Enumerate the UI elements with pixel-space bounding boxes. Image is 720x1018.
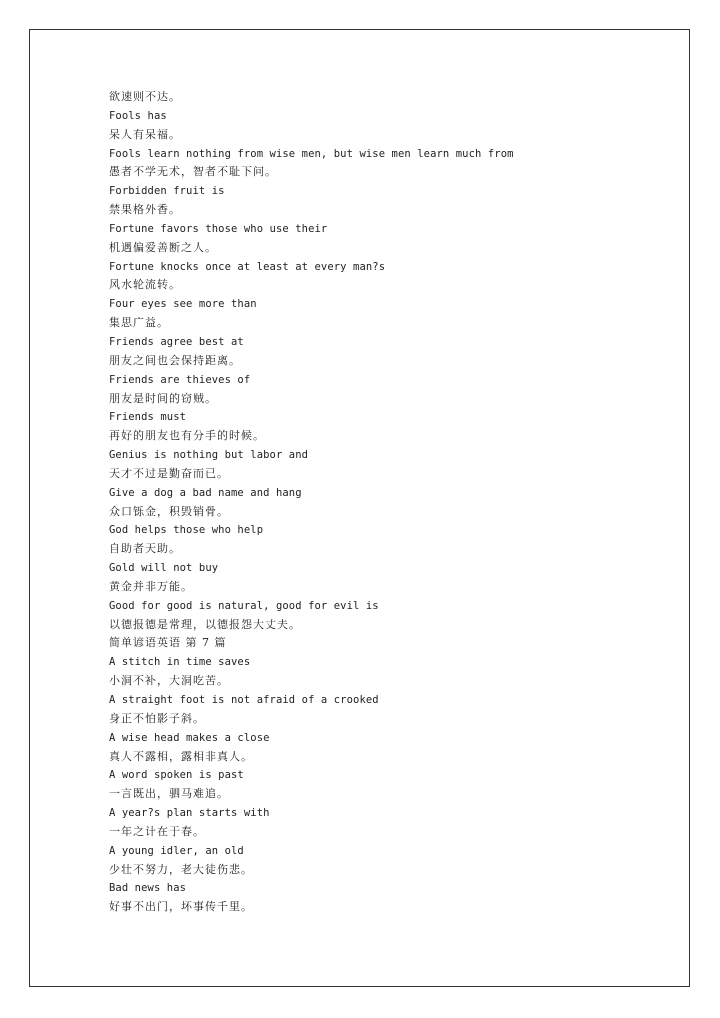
proverb-chinese-line: 身正不怕影子斜。 <box>109 711 205 725</box>
proverb-chinese-line: 集思广益。 <box>109 316 169 330</box>
proverb-english-line: Fools learn nothing from wise men, but wise men learn much from <box>109 147 514 160</box>
proverb-chinese-line: 朋友之间也会保持距离。 <box>109 353 241 367</box>
proverb-english-line: Good for good is natural, good for evil is <box>109 599 379 612</box>
proverb-english-line: Genius is nothing but labor and <box>109 449 309 462</box>
proverb-english-line: A word spoken is past <box>109 769 244 782</box>
proverb-english-line: Four eyes see more than <box>109 298 257 311</box>
proverb-chinese-line: 欲速则不达。 <box>109 90 181 103</box>
proverb-english-line: Give a dog a bad name and hang <box>109 486 302 499</box>
proverb-english-line: A stitch in time saves <box>109 656 251 669</box>
proverb-chinese-line: 简单谚语英语 第 7 篇 <box>109 636 227 650</box>
proverb-chinese-line: 少壮不努力，老大徒伤悲。 <box>109 862 253 876</box>
proverb-list <box>109 88 669 917</box>
proverb-english-line: Friends are thieves of <box>109 373 251 386</box>
proverb-chinese-line: 禁果格外香。 <box>109 203 181 217</box>
proverb-chinese-line: 天才不过是勤奋而已。 <box>109 466 229 480</box>
proverb-english-line: Fortune knocks once at least at every man?s <box>109 260 386 273</box>
proverb-chinese-line: 真人不露相，露相非真人。 <box>109 749 253 763</box>
proverb-chinese-line: 一年之计在于春。 <box>109 824 205 838</box>
proverb-english-line: God helps those who help <box>109 524 264 537</box>
proverb-chinese-line: 以德报德是常理，以德报怨大丈夫。 <box>109 617 301 631</box>
proverb-chinese-line: 众口铄金，积毁销骨。 <box>109 504 229 518</box>
proverb-english-line: A wise head makes a close <box>109 731 270 744</box>
proverb-chinese-line: 再好的朋友也有分手的时候。 <box>109 429 265 443</box>
proverb-english-line: Forbidden fruit is <box>109 185 225 198</box>
proverb-english-line: Fools has <box>109 109 167 122</box>
proverb-chinese-line: 黄金并非万能。 <box>109 579 193 593</box>
proverb-chinese-line: 自助者天助。 <box>109 542 181 556</box>
proverb-english-line: A young idler, an old <box>109 844 244 857</box>
proverb-english-line: Bad news has <box>109 882 187 895</box>
proverb-chinese-line: 呆人有呆福。 <box>109 127 181 141</box>
proverb-chinese-line: 风水轮流转。 <box>109 278 181 292</box>
proverb-chinese-line: 朋友是时间的窃贼。 <box>109 391 217 405</box>
document-page <box>29 29 690 987</box>
proverb-chinese-line: 小洞不补，大洞吃苦。 <box>109 674 229 688</box>
proverb-english-line: A straight foot is not afraid of a crooked <box>109 694 379 706</box>
proverb-english-line: Friends agree best at <box>109 335 244 348</box>
proverb-chinese-line: 好事不出门，坏事传千里。 <box>109 900 253 914</box>
proverb-chinese-line: 愚者不学无术，智者不耻下问。 <box>109 165 277 179</box>
proverb-chinese-line: 一言既出，驷马难追。 <box>109 787 229 801</box>
proverb-english-line: Fortune favors those who use their <box>109 222 328 235</box>
proverb-english-line: A year?s plan starts with <box>109 807 270 820</box>
proverb-english-line: Friends must <box>109 411 187 424</box>
proverb-english-line: Gold will not buy <box>109 562 219 575</box>
proverb-chinese-line: 机遇偏爱善断之人。 <box>109 240 217 254</box>
